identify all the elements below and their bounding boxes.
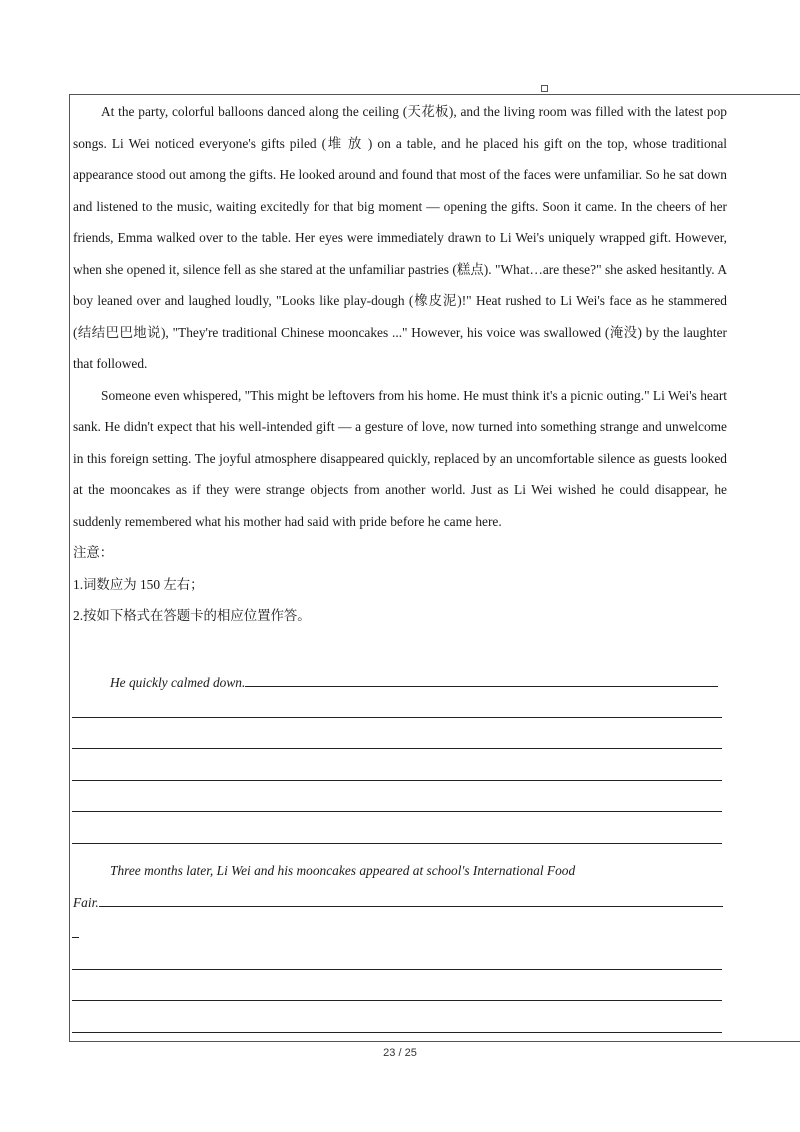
answer-line[interactable] — [72, 811, 722, 812]
answer-blank[interactable] — [99, 906, 723, 907]
answer-line[interactable] — [72, 748, 722, 749]
page-number: 23 / 25 — [383, 1047, 417, 1059]
answer-line[interactable] — [72, 1032, 722, 1033]
dash-mark — [72, 937, 79, 938]
notes-heading: 注意： — [73, 545, 114, 560]
passage-paragraph-1: At the party, colorful balloons danced along the ceiling (天花板), and the living room was filled with the latest pop songs. Li Wei noticed everyone's gifts piled (堆 放 ) on a table, and he placed his gift on the top, whose traditional appearance stood out among the gifts. He looked around and found that most of the faces were unfamiliar. So he sat down and listened to the music, waiting excitedly for that big moment — opening the gifts. Soon it came. In the cheers of her friends, Emma walked over to the table. Her eyes were immediately drawn to Li Wei's uniquely wrapped gift. However, when she opened it, silence fell as she stared at the unfamiliar pastries (糕点). "What…are these?" she asked hesitantly. A boy leaned over and laughed loudly, "Looks like play-dough (橡皮泥)!" Heat rushed to Li Wei's face as he stammered (结结巴巴地说), "They're traditional Chinese mooncakes ..." However, his voice was swallowed (淹没) by the laughter that followed. — [73, 104, 727, 371]
answer-line[interactable] — [72, 969, 722, 970]
prompt-first-text: He quickly calmed down. — [110, 675, 246, 690]
answer-line[interactable] — [72, 1000, 722, 1001]
prompt-second-text: Fair. — [73, 895, 99, 910]
answer-line[interactable] — [72, 780, 722, 781]
anchor-marker — [541, 85, 548, 92]
answer-line[interactable] — [72, 717, 722, 718]
prompt-second: Three months later, Li Wei and his mooncakes appeared at school's International Food — [110, 863, 576, 878]
answer-line[interactable] — [72, 843, 722, 844]
passage-paragraph-2: Someone even whispered, "This might be leftovers from his home. He must think it's a picnic outing." Li Wei's heart sank. He didn't expect that his well-intended gift — a gesture of love, now turned into something strange and unwelcome in this foreign setting. The joyful atmosphere disappeared quickly, replaced by an uncomfortable silence as guests looked at the mooncakes as if they were strange objects from another world. Just as Li Wei wished he could disappear, he suddenly remembered what his mother had said with pride before he came here. — [73, 387, 727, 529]
answer-blank[interactable] — [245, 686, 718, 687]
prompt-second-line — [73, 887, 723, 911]
passage — [73, 96, 727, 632]
notes-item-2: 2.按如下格式在答题卡的相应位置作答。 — [73, 608, 311, 623]
prompt-first — [110, 667, 718, 691]
notes-item-1: 1.词数应为 150 左右； — [73, 576, 204, 592]
